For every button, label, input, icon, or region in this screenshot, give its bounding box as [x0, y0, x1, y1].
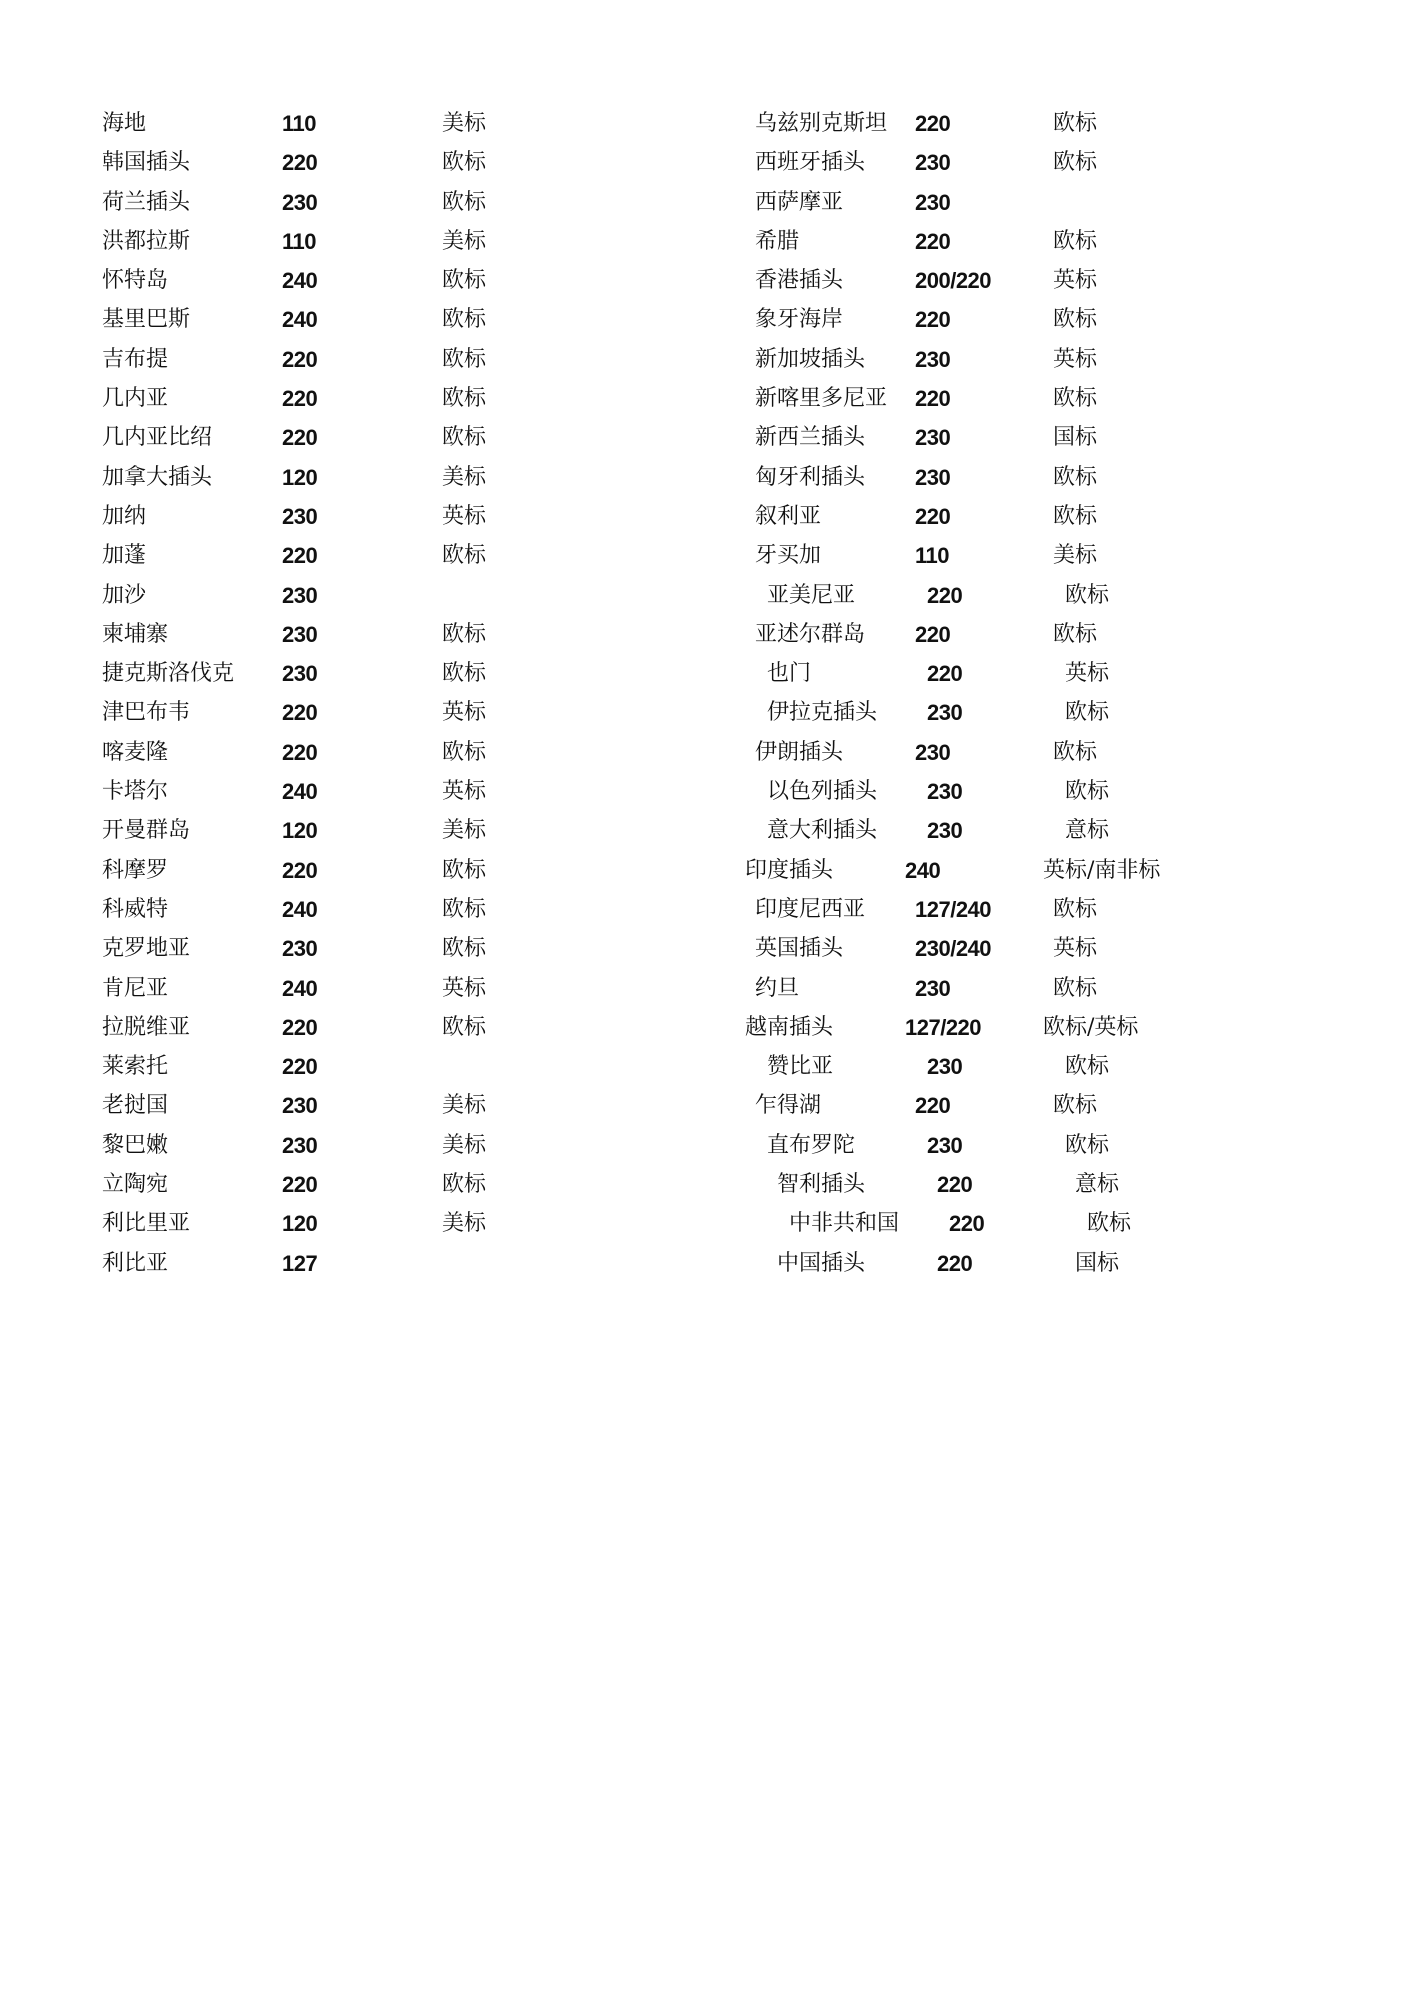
plug-standard: 欧标: [1053, 150, 1098, 176]
table-row: [755, 929, 1315, 968]
voltage-value: 230: [915, 464, 951, 490]
voltage-value: 220: [915, 386, 951, 412]
voltage-value: 200/220: [915, 268, 992, 294]
voltage-value: 230: [915, 150, 951, 176]
country-name: 黎巴嫩: [102, 1132, 169, 1158]
voltage-value: 230: [915, 346, 951, 372]
plug-standard: 欧标: [442, 1172, 487, 1198]
table-row: [102, 969, 722, 1008]
country-name: 希腊: [755, 228, 800, 254]
plug-standard: 意标: [1065, 818, 1110, 844]
plug-standard: 欧标: [1053, 464, 1098, 490]
plug-standard: 欧标: [442, 896, 487, 922]
country-name: 直布罗陀: [767, 1132, 856, 1158]
voltage-value: 220: [915, 621, 951, 647]
voltage-value: 230: [282, 189, 318, 215]
plug-standard: 国标: [1053, 425, 1098, 451]
table-row: [767, 811, 1327, 850]
voltage-value: 230: [282, 1093, 318, 1119]
country-name: 柬埔寨: [102, 621, 169, 647]
voltage-value: 220: [282, 1172, 318, 1198]
table-row: [755, 890, 1315, 929]
country-name: 亚美尼亚: [767, 582, 856, 608]
voltage-value: 220: [915, 307, 951, 333]
country-name: 利比里亚: [102, 1211, 191, 1237]
table-row: [745, 1008, 1305, 1047]
voltage-value: 240: [905, 857, 941, 883]
table-row: [102, 1126, 722, 1165]
left-plug-table: [102, 104, 722, 1283]
country-name: 也门: [767, 661, 812, 687]
table-row: [755, 1086, 1315, 1125]
voltage-value: 220: [937, 1172, 973, 1198]
table-row: [777, 1165, 1337, 1204]
voltage-value: 220: [927, 661, 963, 687]
country-name: 加纳: [102, 503, 147, 529]
table-row: [777, 1244, 1337, 1283]
country-name: 荷兰插头: [102, 189, 191, 215]
plug-standard: 欧标: [442, 346, 487, 372]
table-row: [789, 1204, 1349, 1243]
table-row: [102, 811, 722, 850]
country-name: 乌兹别克斯坦: [755, 111, 888, 136]
voltage-value: 230: [927, 700, 963, 726]
plug-standard: 英标: [1053, 268, 1098, 294]
country-name: 印度尼西亚: [755, 896, 866, 922]
plug-standard: 欧标: [1053, 1093, 1098, 1119]
plug-standard: 欧标: [1053, 307, 1098, 333]
table-row: [755, 733, 1315, 772]
country-name: 几内亚比绍: [102, 425, 213, 451]
plug-standard: 英标: [442, 700, 487, 726]
country-name: 立陶宛: [102, 1172, 169, 1198]
country-name: 海地: [102, 111, 147, 136]
voltage-value: 220: [949, 1211, 985, 1237]
country-name: 加拿大插头: [102, 464, 213, 490]
plug-standard: 美标: [442, 1093, 487, 1119]
table-row: [102, 222, 722, 261]
table-row: [102, 1244, 722, 1283]
voltage-value: 220: [282, 1054, 318, 1080]
plug-standard: 国标: [1075, 1250, 1120, 1276]
voltage-value: 240: [282, 779, 318, 805]
voltage-value: 127/240: [915, 896, 992, 922]
country-name: 加沙: [102, 582, 147, 608]
voltage-value: 220: [282, 543, 318, 569]
table-row: [755, 458, 1315, 497]
plug-standard: 美标: [442, 1211, 487, 1237]
country-name: 莱索托: [102, 1054, 169, 1080]
country-name: 新喀里多尼亚: [755, 386, 888, 412]
table-row: [102, 929, 722, 968]
plug-standard: 欧标: [442, 661, 487, 687]
plug-standard: 欧标: [442, 739, 487, 765]
voltage-value: 230: [282, 661, 318, 687]
country-name: 加蓬: [102, 543, 147, 569]
table-row: [767, 576, 1327, 615]
voltage-value: 220: [915, 228, 951, 254]
table-row: [755, 418, 1315, 457]
table-row: [102, 340, 722, 379]
country-name: 西萨摩亚: [755, 189, 844, 215]
table-row: [755, 104, 1315, 143]
voltage-value: 220: [927, 582, 963, 608]
plug-standard: 英标: [1053, 936, 1098, 962]
plug-standard: 美标: [442, 818, 487, 844]
country-name: 科威特: [102, 896, 169, 922]
country-name: 拉脱维亚: [102, 1014, 191, 1040]
country-name: 基里巴斯: [102, 307, 191, 333]
voltage-value: 127/220: [905, 1014, 982, 1040]
country-name: 中非共和国: [789, 1211, 900, 1237]
plug-standard: 欧标: [1065, 1054, 1110, 1080]
voltage-value: 240: [282, 896, 318, 922]
country-name: 越南插头: [745, 1014, 834, 1040]
voltage-value: 220: [915, 111, 951, 136]
country-name: 叙利亚: [755, 503, 822, 529]
country-name: 匈牙利插头: [755, 464, 866, 490]
table-row: [102, 733, 722, 772]
country-name: 伊拉克插头: [767, 700, 878, 726]
country-name: 智利插头: [777, 1172, 866, 1198]
table-row: [102, 1204, 722, 1243]
plug-standard: 欧标: [442, 150, 487, 176]
plug-standard: 欧标: [442, 307, 487, 333]
plug-standard: 欧标: [442, 268, 487, 294]
plug-standard: 美标: [442, 1132, 487, 1158]
table-row: [102, 300, 722, 339]
table-row: [102, 183, 722, 222]
plug-standard: 欧标: [1053, 739, 1098, 765]
table-row: [102, 536, 722, 575]
country-name: 新西兰插头: [755, 425, 866, 451]
plug-standard: 欧标: [1053, 386, 1098, 412]
table-row: [102, 654, 722, 693]
country-name: 洪都拉斯: [102, 228, 191, 254]
plug-standard: 欧标: [1087, 1211, 1132, 1237]
plug-standard: 欧标: [1053, 111, 1098, 136]
table-row: [755, 143, 1315, 182]
voltage-value: 230: [282, 1132, 318, 1158]
country-name: 象牙海岸: [755, 307, 844, 333]
country-name: 几内亚: [102, 386, 169, 412]
voltage-value: 220: [282, 150, 318, 176]
voltage-value: 230: [282, 621, 318, 647]
country-name: 老挝国: [102, 1093, 169, 1119]
table-row: [755, 969, 1315, 1008]
country-name: 亚述尔群岛: [755, 621, 866, 647]
table-row: [102, 379, 722, 418]
table-row: [767, 772, 1327, 811]
plug-standard: 美标: [442, 111, 487, 136]
voltage-value: 220: [282, 739, 318, 765]
plug-standard: 欧标: [1053, 621, 1098, 647]
table-row: [755, 300, 1315, 339]
plug-standard: 欧标/英标: [1043, 1014, 1139, 1040]
voltage-value: 220: [282, 700, 318, 726]
table-row: [755, 536, 1315, 575]
plug-standard: 英标: [442, 975, 487, 1001]
voltage-value: 230: [915, 189, 951, 215]
country-name: 香港插头: [755, 268, 844, 294]
country-name: 吉布提: [102, 346, 169, 372]
plug-standard: 欧标: [1053, 896, 1098, 922]
country-name: 喀麦隆: [102, 739, 169, 765]
table-row: [755, 615, 1315, 654]
table-row: [767, 1126, 1327, 1165]
table-row: [767, 693, 1327, 732]
plug-standard: 英标/南非标: [1043, 857, 1161, 883]
voltage-value: 230/240: [915, 936, 992, 962]
plug-standard: 美标: [1053, 543, 1098, 569]
table-row: [102, 104, 722, 143]
table-row: [767, 654, 1327, 693]
voltage-value: 230: [927, 1132, 963, 1158]
table-row: [102, 261, 722, 300]
plug-standard: 英标: [1053, 346, 1098, 372]
country-name: 津巴布韦: [102, 700, 191, 726]
country-name: 肯尼亚: [102, 975, 169, 1001]
table-row: [102, 1165, 722, 1204]
voltage-value: 120: [282, 818, 318, 844]
country-name: 利比亚: [102, 1250, 169, 1276]
country-name: 韩国插头: [102, 150, 191, 176]
table-row: [755, 379, 1315, 418]
country-name: 意大利插头: [767, 818, 878, 844]
voltage-value: 120: [282, 464, 318, 490]
voltage-value: 230: [282, 936, 318, 962]
voltage-value: 240: [282, 307, 318, 333]
country-name: 西班牙插头: [755, 150, 866, 176]
plug-standard: 美标: [442, 228, 487, 254]
plug-standard: 欧标: [442, 543, 487, 569]
country-name: 约旦: [755, 975, 800, 1001]
right-plug-table: [745, 104, 1315, 1283]
voltage-value: 230: [915, 739, 951, 765]
country-name: 赞比亚: [767, 1054, 834, 1080]
plug-standard: 欧标: [442, 386, 487, 412]
table-row: [755, 222, 1315, 261]
table-row: [102, 1008, 722, 1047]
plug-standard: 欧标: [1065, 1132, 1110, 1158]
plug-standard: 欧标: [442, 189, 487, 215]
voltage-value: 230: [282, 582, 318, 608]
plug-standard: 欧标: [1065, 582, 1110, 608]
country-name: 怀特岛: [102, 268, 169, 294]
voltage-value: 110: [282, 111, 316, 136]
voltage-value: 240: [282, 975, 318, 1001]
table-row: [102, 497, 722, 536]
table-row: [755, 497, 1315, 536]
plug-standard: 英标: [442, 503, 487, 529]
voltage-value: 220: [282, 386, 318, 412]
country-name: 中国插头: [777, 1250, 866, 1276]
table-row: [102, 890, 722, 929]
voltage-value: 220: [282, 857, 318, 883]
country-name: 牙买加: [755, 543, 822, 569]
country-name: 科摩罗: [102, 857, 169, 883]
voltage-value: 220: [282, 346, 318, 372]
country-name: 克罗地亚: [102, 936, 191, 962]
country-name: 开曼群岛: [102, 818, 191, 844]
country-name: 乍得湖: [755, 1093, 822, 1119]
plug-standard: 欧标: [442, 936, 487, 962]
table-row: [755, 261, 1315, 300]
voltage-value: 230: [927, 818, 963, 844]
plug-standard: 欧标: [442, 425, 487, 451]
voltage-value: 240: [282, 268, 318, 294]
table-row: [745, 851, 1305, 890]
voltage-value: 230: [927, 1054, 963, 1080]
country-name: 新加坡插头: [755, 346, 866, 372]
plug-standard: 欧标: [1053, 503, 1098, 529]
voltage-value: 220: [937, 1250, 973, 1276]
voltage-value: 110: [915, 543, 949, 569]
table-row: [102, 851, 722, 890]
voltage-value: 110: [282, 228, 316, 254]
plug-standard: 欧标: [1053, 975, 1098, 1001]
plug-standard: 欧标: [1053, 228, 1098, 254]
voltage-value: 230: [915, 425, 951, 451]
table-row: [755, 183, 1315, 222]
voltage-value: 127: [282, 1250, 318, 1276]
voltage-value: 220: [282, 1014, 318, 1040]
voltage-value: 220: [282, 425, 318, 451]
plug-standard: 英标: [1065, 661, 1110, 687]
table-row: [102, 143, 722, 182]
table-row: [102, 693, 722, 732]
voltage-value: 230: [282, 503, 318, 529]
plug-standard: 欧标: [442, 621, 487, 647]
table-row: [102, 576, 722, 615]
voltage-value: 120: [282, 1211, 318, 1237]
table-row: [102, 772, 722, 811]
country-name: 印度插头: [745, 857, 834, 883]
plug-standard: 欧标: [442, 1014, 487, 1040]
table-row: [102, 1086, 722, 1125]
plug-standard: 英标: [442, 779, 487, 805]
country-name: 英国插头: [755, 936, 844, 962]
table-row: [102, 418, 722, 457]
table-row: [755, 340, 1315, 379]
plug-standard: 欧标: [1065, 700, 1110, 726]
plug-standard: 意标: [1075, 1172, 1120, 1198]
plug-standard: 欧标: [442, 857, 487, 883]
country-name: 捷克斯洛伐克: [102, 661, 235, 687]
plug-standard: 欧标: [1065, 779, 1110, 805]
country-name: 卡塔尔: [102, 779, 169, 805]
table-row: [102, 458, 722, 497]
plug-standard: 美标: [442, 464, 487, 490]
country-name: 以色列插头: [767, 779, 878, 805]
voltage-value: 230: [927, 779, 963, 805]
voltage-value: 220: [915, 1093, 951, 1119]
voltage-value: 230: [915, 975, 951, 1001]
table-row: [102, 615, 722, 654]
table-row: [767, 1047, 1327, 1086]
table-row: [102, 1047, 722, 1086]
voltage-value: 220: [915, 503, 951, 529]
country-name: 伊朗插头: [755, 739, 844, 765]
